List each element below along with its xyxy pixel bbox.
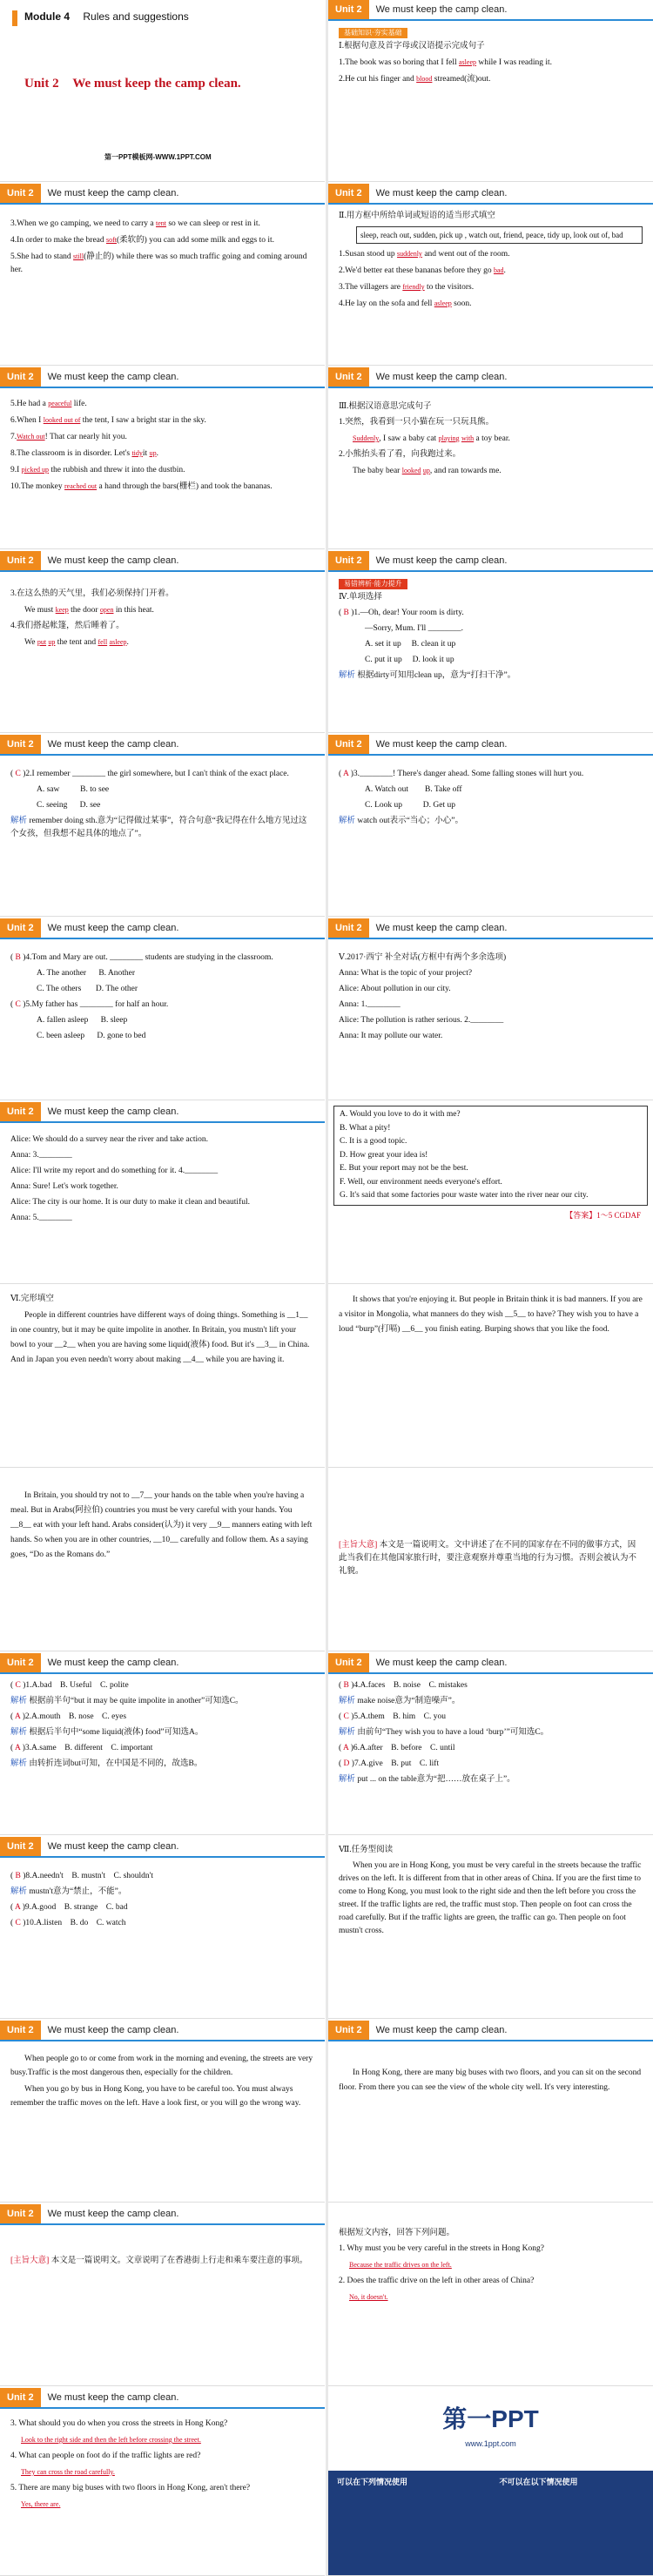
exercise-heading: Ⅳ.单项选择 <box>339 593 382 602</box>
answer-key: 【答案】1～5 CGDAF <box>565 1210 641 1220</box>
unit-tab: Unit 2 <box>328 918 369 938</box>
dialogue-line: Alice: I'll write my report and do something for it. 4.________ <box>10 1167 219 1175</box>
usage-panel <box>328 2471 653 2575</box>
question-3: ( A )3.A.same B. different C. important <box>10 1744 153 1752</box>
question-5: 5.She had to stand still(静止的) while there was so much traffic going and coming around her. <box>10 252 307 274</box>
exercise-heading: Ⅱ.用方框中所给单词或短语的适当形式填空 <box>339 212 495 220</box>
explanation: 解析 make noise意为“制造噪声”。 <box>339 1697 461 1705</box>
reading-paragraph: When you go by bus in Hong Kong, you have to be careful too. You must always remember the traffic moves on the left. Have a look first, or you will go the wrong way. <box>10 2085 301 2108</box>
cloze-passage: In Britain, you should try not to __7__ your hands on the table when you're having a meal. But in Arabs(阿拉伯) countries you must be very careful with your hands. You __8__ eat with your left hand. Arabs consider(认为) it very __9__ manners eating with left hands. So when you are in other countries, __10__ carefully and follow them. As a saying goes, “Do as the Romans do.” <box>10 1491 313 1559</box>
allowed-heading: 可以在下列情况使用 <box>337 2478 408 2486</box>
slide-16 <box>328 1286 653 1468</box>
slide-title: We must keep the camp clean. <box>375 4 508 15</box>
slide-title: We must keep the camp clean. <box>47 1841 179 1852</box>
slide-title: We must keep the camp clean. <box>47 372 179 382</box>
exercise-heading: Ⅴ.2017·西宁 补全对话(方框中有两个多余选项) <box>339 953 507 962</box>
unit-tab: Unit 2 <box>0 2021 41 2040</box>
explanation: 解析 put ... on the table意为“把……放在桌子上”。 <box>339 1775 515 1784</box>
option-d: D. How great your idea is! <box>340 1150 428 1160</box>
slide-title: We must keep the camp clean. <box>375 739 508 750</box>
options: C. The others D. The other <box>37 985 138 993</box>
slide-8 <box>328 551 653 733</box>
reading-passage: When you are in Hong Kong, you must be very careful in the streets because the traffic drives on the left. It is different from that in other areas of China. If you are the first time to come to Hong Kong, you must look to the right side and then the left before you cross the street. If the traffic lights are red, the traffic must stop. Then people on foot can cross the road carefully. But if the traffic lights are green, the traffic can go. Then people on foot mustn't cross. <box>339 1861 642 1935</box>
options: A. saw B. to see <box>37 785 110 794</box>
question-1: 1.Susan stood up suddenly and went out of the room. <box>339 250 510 259</box>
unit-tab: Unit 2 <box>0 1653 41 1672</box>
unit-tab: Unit 2 <box>328 184 369 203</box>
slide-9 <box>0 735 325 917</box>
question-3: 3. What should you do when you cross the streets in Hong Kong? <box>10 2419 228 2428</box>
unit-tab: Unit 2 <box>328 1653 369 1672</box>
question-1: ( C )1.A.bad B. Useful C. polite <box>10 1681 129 1690</box>
dialogue-line: Anna: 1.________ <box>339 1000 401 1009</box>
unit-tab: Unit 2 <box>328 367 369 387</box>
exercise-heading: Ⅲ.根据汉语意思完成句子 <box>339 402 432 411</box>
explanation: 解析 mustn't意为“禁止，不能”。 <box>10 1887 127 1896</box>
reading-paragraph: When people go to or come from work in the morning and evening, the streets are very busy.Traffic is the most dangerous then, especially for the children. <box>10 2055 313 2077</box>
question-7: 7.Watch out! That car nearly hit you. <box>10 433 127 441</box>
unit-tab: Unit 2 <box>0 1102 41 1121</box>
slide-title: We must keep the camp clean. <box>47 739 179 750</box>
explanation: 解析 由转折连词but可知，在中国是不同的，故选B。 <box>10 1759 203 1768</box>
question-1-reply: —Sorry, Mum. I'll ________. <box>365 624 463 633</box>
slide-header <box>328 0 653 21</box>
explanation: 解析 根据后半句中“some liquid(液体) food”可知选A。 <box>10 1728 204 1737</box>
option-e: E. But your report may not be the best. <box>340 1164 468 1173</box>
cloze-passage: People in different countries have different ways of doing things. Something is __1__ in one country, but it may be quite impolite in another. In Britain, you mustn't lift your bowl to your __2__ when you are having some liquid(液体) food. But it's __3__ in China. And in Japan you even needn't worry about making __4__ while you are having it. <box>10 1311 310 1364</box>
unit-tab: Unit 2 <box>0 2388 41 2407</box>
slide-26 <box>328 2204 653 2386</box>
option-g: G. It's said that some factories pour waste water into the river near our city. <box>340 1191 589 1200</box>
exercise-heading: Ⅰ.根据句意及首字母或汉语提示完成句子 <box>339 42 485 50</box>
slide-23 <box>0 2021 325 2203</box>
slide-18 <box>328 1470 653 1651</box>
slide-4 <box>328 184 653 366</box>
unit-tab: Unit 2 <box>0 1837 41 1856</box>
answer-2: The baby bear looked up, and ran towards me. <box>353 467 502 475</box>
question-4: ( B )4.A.faces B. noise C. mistakes <box>339 1681 468 1690</box>
unit-tab: Unit 2 <box>0 735 41 754</box>
option-b: B. What a pity! <box>340 1123 391 1133</box>
question-4: 4. What can people on foot do if the traffic lights are red? <box>10 2452 201 2460</box>
slide-24 <box>328 2021 653 2203</box>
question-8: ( B )8.A.needn't B. mustn't C. shouldn't <box>10 1872 154 1880</box>
slide-11 <box>0 918 325 1100</box>
slide-13 <box>0 1102 325 1284</box>
unit-tab: Unit 2 <box>0 551 41 570</box>
slide-title: We must keep the camp clean. <box>47 188 179 198</box>
explanation: 解析 watch out表示“当心；小心”。 <box>339 817 464 825</box>
unit-tab: Unit 2 <box>0 2204 41 2223</box>
accent-bar <box>12 10 17 26</box>
question-2: 2. Does the traffic drive on the left in other areas of China? <box>339 2277 535 2285</box>
slide-title: We must keep the camp clean. <box>375 2025 508 2035</box>
slide-15 <box>0 1286 325 1468</box>
question-2: 2.We'd better eat these bananas before they go bad. <box>339 266 506 275</box>
dialogue-line: Alice: The city is our home. It is our duty to make it clean and beautiful. <box>10 1198 250 1207</box>
question-3-cn: 3.在这么热的天气里，我们必须保持门开着。 <box>10 589 174 598</box>
question-5: ( C )5.My father has ________ for half an hour. <box>10 1000 169 1009</box>
dialogue-line: Alice: We should do a survey near the river and take action. <box>10 1135 208 1144</box>
options: C. seeing D. see <box>37 801 101 810</box>
question-4: 4.In order to make the bread soft(柔软的) you can add some milk and eggs to it. <box>10 236 274 245</box>
question-5: 5. There are many big buses with two floors in Hong Kong, aren't there? <box>10 2484 251 2492</box>
unit-title: We must keep the camp clean. <box>72 77 241 91</box>
module-title: Rules and suggestions <box>83 10 189 23</box>
question-2: ( A )2.A.mouth B. nose C. eyes <box>10 1712 127 1721</box>
main-idea: [主旨大意] 本文是一篇说明文。文中讲述了在不同的国家存在不同的做事方式，因此当我们在其他国家旅行时，要注意观察并尊重当地的行为习惯。否则会被认为不礼貌。 <box>339 1541 637 1576</box>
slide-27 <box>0 2388 325 2576</box>
dialogue-line: Alice: About pollution in our city. <box>339 985 451 993</box>
word-box: sleep, reach out, sudden, pick up , watch out, friend, peace, tidy up, look out of, bad <box>356 226 643 244</box>
slide-12 <box>328 918 653 1100</box>
slide-title: We must keep the camp clean. <box>375 372 508 382</box>
slide-title: We must keep the camp clean. <box>47 1658 179 1668</box>
slide-title: We must keep the camp clean. <box>47 2392 179 2403</box>
slide-5 <box>0 367 325 549</box>
exercise-heading: Ⅶ.任务型阅读 <box>339 1846 394 1854</box>
option-c: C. It is a good topic. <box>340 1137 407 1146</box>
option-a: A. Would you love to do it with me? <box>340 1110 461 1119</box>
question-10: 10.The monkey reached out a hand through the bars(栅栏) and took the bananas. <box>10 482 273 491</box>
slide-22 <box>328 1837 653 2019</box>
slide-title: We must keep the camp clean. <box>375 188 508 198</box>
question-1: 1.The book was so boring that I fell asleep while I was reading it. <box>339 58 553 67</box>
question-1-cn: 1.突然，我看到一只小猫在玩一只玩具熊。 <box>339 418 495 427</box>
slide-25 <box>0 2204 325 2386</box>
question-4: ( B )4.Tom and Mary are out. ________ students are studying in the classroom. <box>10 953 273 962</box>
explanation: 解析 remember doing sth.意为“记得做过某事”，符合句意“我记得在什么地方见过这个女孩，但我想不起具体的地点了”。 <box>10 817 307 838</box>
slide-19 <box>0 1653 325 1835</box>
slide-title: We must keep the camp clean. <box>375 555 508 566</box>
options: C. Look up D. Get up <box>365 801 455 810</box>
cloze-passage: It shows that you're enjoying it. But people in Britain think it is bad manners. If you are a visitor in Mongolia, what manners do they wish __5__ to have? They wish you to have a loud “burp”(打嗝) __6__ you finish eating. Burping shows that you like the food. <box>339 1295 643 1334</box>
answer-4: They can cross the road carefully. <box>21 2468 115 2476</box>
logo-text: 第一PPT <box>442 2405 539 2432</box>
slide-title: We must keep the camp clean. <box>47 1106 179 1117</box>
slide-title: We must keep the camp clean. <box>375 1658 508 1668</box>
question-4-cn: 4.我们搭起帐篷，然后睡着了。 <box>10 622 125 630</box>
dialogue-line: Alice: The pollution is rather serious. 2.________ <box>339 1016 504 1025</box>
question-3: 3.When we go camping, we need to carry a tent so we can sleep or rest in it. <box>10 219 260 228</box>
slide-6 <box>328 367 653 549</box>
slide-title: We must keep the camp clean. <box>375 923 508 933</box>
question-10: ( C )10.A.listen B. do C. watch <box>10 1919 126 1927</box>
slide-7 <box>0 551 325 733</box>
answer-2: No, it doesn't. <box>349 2293 388 2301</box>
unit-label: Unit 2 <box>24 77 59 91</box>
unit-tab: Unit 2 <box>0 367 41 387</box>
explanation: 解析 由前句“They wish you to have a loud ‘burp’”可知选C。 <box>339 1728 549 1737</box>
question-8: 8.The classroom is in disorder. Let's tidyit up. <box>10 449 158 458</box>
dialogue-line: Anna: 5.________ <box>10 1214 72 1222</box>
options: A. fallen asleep B. sleep <box>37 1016 128 1025</box>
slide-title: We must keep the camp clean. <box>47 2209 179 2219</box>
question-3: 3.The villagers are friendly to the visitors. <box>339 283 475 292</box>
unit-tab: Unit 2 <box>0 184 41 203</box>
question-1: 1. Why must you be very careful in the streets in Hong Kong? <box>339 2244 544 2253</box>
options: A. Watch out B. Take off <box>365 785 462 794</box>
unit-tab: Unit 2 <box>328 2021 369 2040</box>
question-3: ( A )3.________! There's danger ahead. Some falling stones will hurt you. <box>339 770 584 778</box>
section-ribbon: 基础知识·夯实基础 <box>339 28 407 38</box>
section-ribbon: 易错辨析·能力提升 <box>339 579 407 589</box>
slide-20 <box>328 1653 653 1835</box>
exercise-heading: Ⅵ.完形填空 <box>10 1295 54 1303</box>
slide-title: We must keep the camp clean. <box>47 2025 179 2035</box>
answer-1: Because the traffic drives on the left. <box>349 2261 452 2269</box>
slide-10 <box>328 735 653 917</box>
answer-1: Suddenly, I saw a baby cat playing with a toy bear. <box>353 434 510 443</box>
options: A. set it up B. clean it up <box>365 640 456 649</box>
options-box <box>333 1106 648 1206</box>
question-6: 6.When I looked out of the tent, I saw a bright star in the sky. <box>10 416 206 425</box>
question-2: 2.He cut his finger and blood streamed(流)out. <box>339 75 491 84</box>
question-9: ( A )9.A.good B. strange C. bad <box>10 1903 128 1912</box>
dialogue-line: Anna: Sure! Let's work together. <box>10 1182 118 1191</box>
question-4: 4.He lay on the sofa and fell asleep soon. <box>339 299 472 308</box>
dialogue-line: Anna: 3.________ <box>10 1151 72 1160</box>
module-label: Module 4 <box>24 10 71 23</box>
cover-slide <box>0 0 325 182</box>
answer-3: Look to the right side and then the left before crossing the street. <box>21 2436 201 2444</box>
options: A. The another B. Another <box>37 969 136 978</box>
question-2: ( C )2.I remember ________ the girl somewhere, but I can't think of the exact place. <box>10 770 289 778</box>
forbidden-heading: 不可以在以下情况使用 <box>499 2478 578 2486</box>
question-6: ( A )6.A.after B. before C. until <box>339 1744 455 1752</box>
main-idea: [主旨大意] 本文是一篇说明文。文章说明了在香港街上行走和乘车要注意的事项。 <box>10 2257 308 2265</box>
dialogue-line: Anna: What is the topic of your project? <box>339 969 473 978</box>
logo-url: www.1ppt.com <box>465 2439 516 2448</box>
option-f: F. Well, our environment needs everyone's effort. <box>340 1177 502 1187</box>
explanation: 解析 根据dirty可知用clean up，意为“打扫干净”。 <box>339 671 516 680</box>
dialogue-line: Anna: It may pollute our water. <box>339 1032 443 1040</box>
slide-21 <box>0 1837 325 2019</box>
unit-tab: Unit 2 <box>328 0 369 19</box>
slide-3 <box>0 184 325 366</box>
slide-28 <box>328 2388 653 2576</box>
options: C. put it up D. look it up <box>365 656 454 664</box>
slide-17 <box>0 1470 325 1651</box>
question-5: 5.He had a peaceful life. <box>10 400 87 408</box>
exercise-heading: 根据短文内容，回答下列问题。 <box>339 2229 455 2237</box>
question-5: ( C )5.A.them B. him C. you <box>339 1712 447 1721</box>
unit-tab: Unit 2 <box>0 918 41 938</box>
brand-logo <box>328 2388 653 2451</box>
explanation: 解析 根据前半句“but it may be quite impolite in another”可知选C。 <box>10 1697 244 1705</box>
slide-14 <box>328 1102 653 1284</box>
reading-paragraph: In Hong Kong, there are many big buses with two floors, and you can sit on the second floor. From there you can see the view of the whole city well. It's very interesting. <box>339 2068 642 2092</box>
options: C. been asleep D. gone to bed <box>37 1032 146 1040</box>
question-2-cn: 2.小熊抬头看了看，向我跑过来。 <box>339 450 461 459</box>
question-7: ( D )7.A.give B. put C. lift <box>339 1759 440 1768</box>
slide-title: We must keep the camp clean. <box>47 555 179 566</box>
answer-4: We put up the tent and fell asleep. <box>24 638 129 647</box>
slide-2 <box>328 0 653 182</box>
slide-title: We must keep the camp clean. <box>47 923 179 933</box>
answer-3: We must keep the door open in this heat. <box>24 606 154 615</box>
question-9: 9.I picked up the rubbish and threw it into the dustbin. <box>10 466 185 474</box>
question-1: ( B )1.—Oh, dear! Your room is dirty. <box>339 609 464 617</box>
answer-5: Yes, there are. <box>21 2500 61 2508</box>
site-watermark: 第一PPT模板网-WWW.1PPT.COM <box>104 153 212 161</box>
unit-tab: Unit 2 <box>328 551 369 570</box>
unit-tab: Unit 2 <box>328 735 369 754</box>
